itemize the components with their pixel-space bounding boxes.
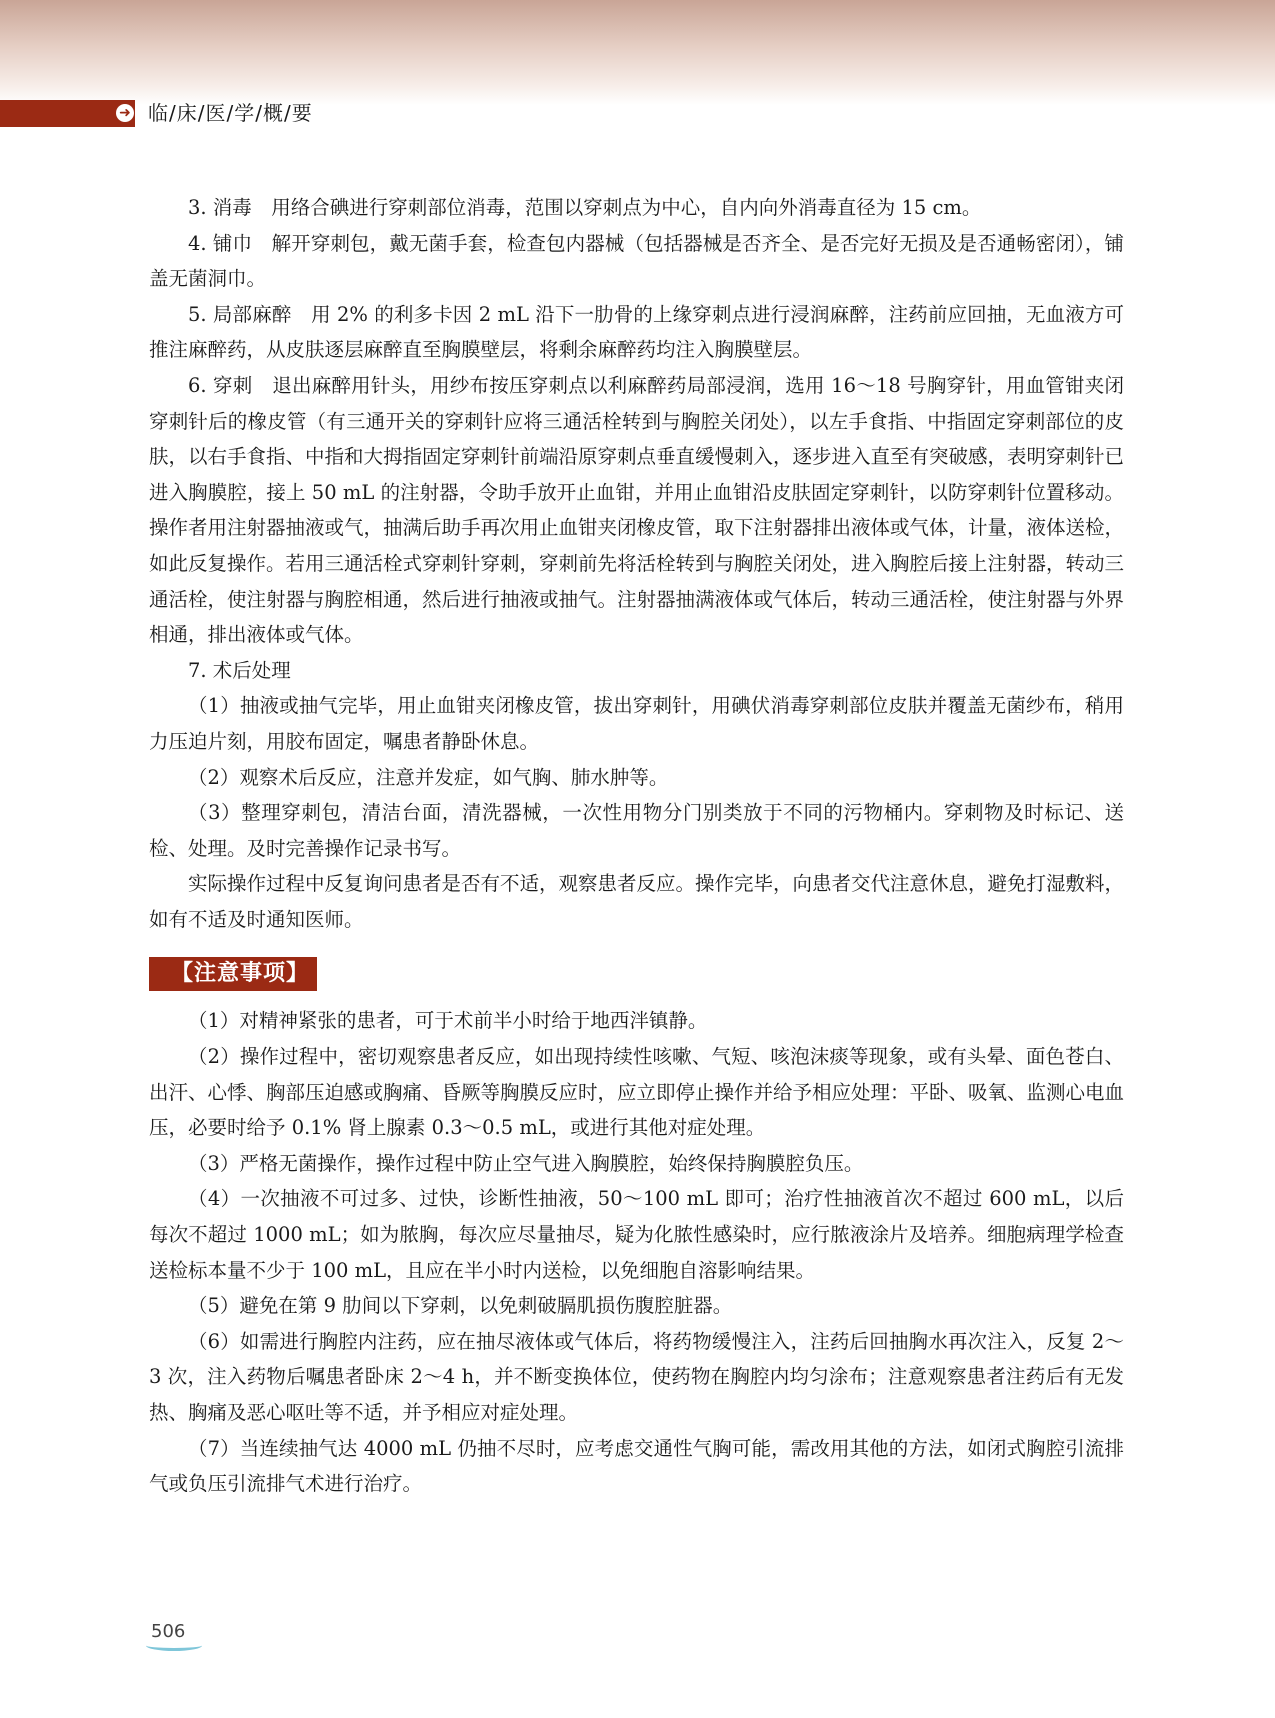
- page-number-swoosh: [146, 1640, 202, 1651]
- notice-item: （1）对精神紧张的患者，可于术前半小时给于地西泮镇静。: [188, 1009, 708, 1033]
- page-number: 506: [151, 1621, 186, 1642]
- notice-item: （3）严格无菌操作，操作过程中防止空气进入胸膜腔，始终保持胸膜腔负压。: [188, 1151, 864, 1175]
- notice-item: （7）当连续抽气达 4000 mL 仍抽不尽时，应考虑交通性气胸可能，需改用其他的方法，如闭式胸腔引流排气或负压引流排气术进行治疗。: [149, 1436, 1124, 1496]
- notice-item: （4）一次抽液不可过多、过快，诊断性抽液，50～100 mL 即可；治疗性抽液首次不超过 600 mL，以后每次不超过 1000 mL；如为脓胸，每次应尽量抽尽，疑为化脓性感染时，应行脓液涂片及培养。细胞病理学检查送检标本量不少于 100 mL，且应在半小时内送检，以免细胞自溶影响结果。: [149, 1187, 1124, 1282]
- step-paragraph: 4. 铺巾 解开穿刺包，戴无菌手套，检查包内器械（包括器械是否齐全、是否完好无损及是否通畅密闭），铺盖无菌洞巾。: [149, 231, 1124, 291]
- top-gradient-band: [0, 0, 1275, 105]
- notice-section: [149, 957, 1124, 1501]
- step-paragraph: （2）观察术后反应，注意并发症，如气胸、肺水肿等。: [188, 765, 669, 789]
- notice-item: （6）如需进行胸腔内注药，应在抽尽液体或气体后，将药物缓慢注入，注药后回抽胸水再次注入，反复 2～3 次，注入药物后嘱患者卧床 2～4 h，并不断变换体位，使药物在胸腔内均匀涂布；注意观察患者注药后有无发热、胸痛及恶心呕吐等不适，并予相应对症处理。: [149, 1329, 1124, 1424]
- step-paragraph: 实际操作过程中反复询问患者是否有不适，观察患者反应。操作完毕，向患者交代注意休息，避免打湿敷料，如有不适及时通知医师。: [149, 872, 1125, 931]
- step-paragraph: （1）抽液或抽气完毕，用止血钳夹闭橡皮管，拔出穿刺针，用碘伏消毒穿刺部位皮肤并覆盖无菌纱布，稍用力压迫片刻，用胶布固定，嘱患者静卧休息。: [149, 694, 1124, 753]
- step-paragraph: 5. 局部麻醉 用 2% 的利多卡因 2 mL 沿下一肋骨的上缘穿刺点进行浸润麻醉，注药前应回抽，无血液方可推注麻醉药，从皮肤逐层麻醉直至胸膜壁层，将剩余麻醉药均注入胸膜壁层。: [149, 302, 1124, 362]
- arrow-right-icon: ➜: [116, 104, 134, 122]
- notice-heading: 【注意事项】: [149, 957, 317, 991]
- notice-item: （2）操作过程中，密切观察患者反应，如出现持续性咳嗽、气短、咳泡沫痰等现象，或有头晕、面色苍白、出汗、心悸、胸部压迫感或胸痛、昏厥等胸膜反应时，应立即停止操作并给予相应处理：平卧、吸氧、监测心电血压，必要时给予 0.1% 肾上腺素 0.3～0.5 mL，或进行其他对症处理。: [149, 1045, 1125, 1140]
- page-content: [149, 190, 1124, 1502]
- step-paragraph: （3）整理穿刺包，清洁台面，清洗器械，一次性用物分门别类放于不同的污物桶内。穿刺物及时标记、送检、处理。及时完善操作记录书写。: [149, 801, 1124, 860]
- book-title: 临/床/医/学/概/要: [148, 101, 313, 125]
- header-bar: [0, 100, 135, 127]
- step-paragraph: 6. 穿刺 退出麻醉用针头，用纱布按压穿刺点以利麻醉药局部浸润，选用 16～18 号胸穿针，用血管钳夹闭穿刺针后的橡皮管（有三通开关的穿刺针应将三通活栓转到与胸腔关闭处），以左手食指、中指固定穿刺部位的皮肤，以右手食指、中指和大拇指固定穿刺针前端沿原穿刺点垂直缓慢刺入，逐步进入直至有突破感，表明穿刺针已进入胸膜腔，接上 50 mL 的注射器，令助手放开止血钳，并用止血钳沿皮肤固定穿刺针，以防穿刺针位置移动。操作者用注射器抽液或气，抽满后助手再次用止血钳夹闭橡皮管，取下注射器排出液体或气体，计量，液体送检，如此反复操作。若用三通活栓式穿刺针穿刺，穿刺前先将活栓转到与胸腔关闭处，进入胸腔后接上注射器，转动三通活栓，使注射器与胸腔相通，然后进行抽液或抽气。注射器抽满液体或气体后，转动三通活栓，使注射器与外界相通，排出液体或气体。: [149, 373, 1125, 647]
- step-paragraph: 7. 术后处理: [188, 658, 291, 682]
- step-paragraph: 3. 消毒 用络合碘进行穿刺部位消毒，范围以穿刺点为中心，自内向外消毒直径为 15 cm。: [188, 196, 982, 219]
- notice-item: （5）避免在第 9 肋间以下穿刺，以免刺破膈肌损伤腹腔脏器。: [188, 1294, 733, 1318]
